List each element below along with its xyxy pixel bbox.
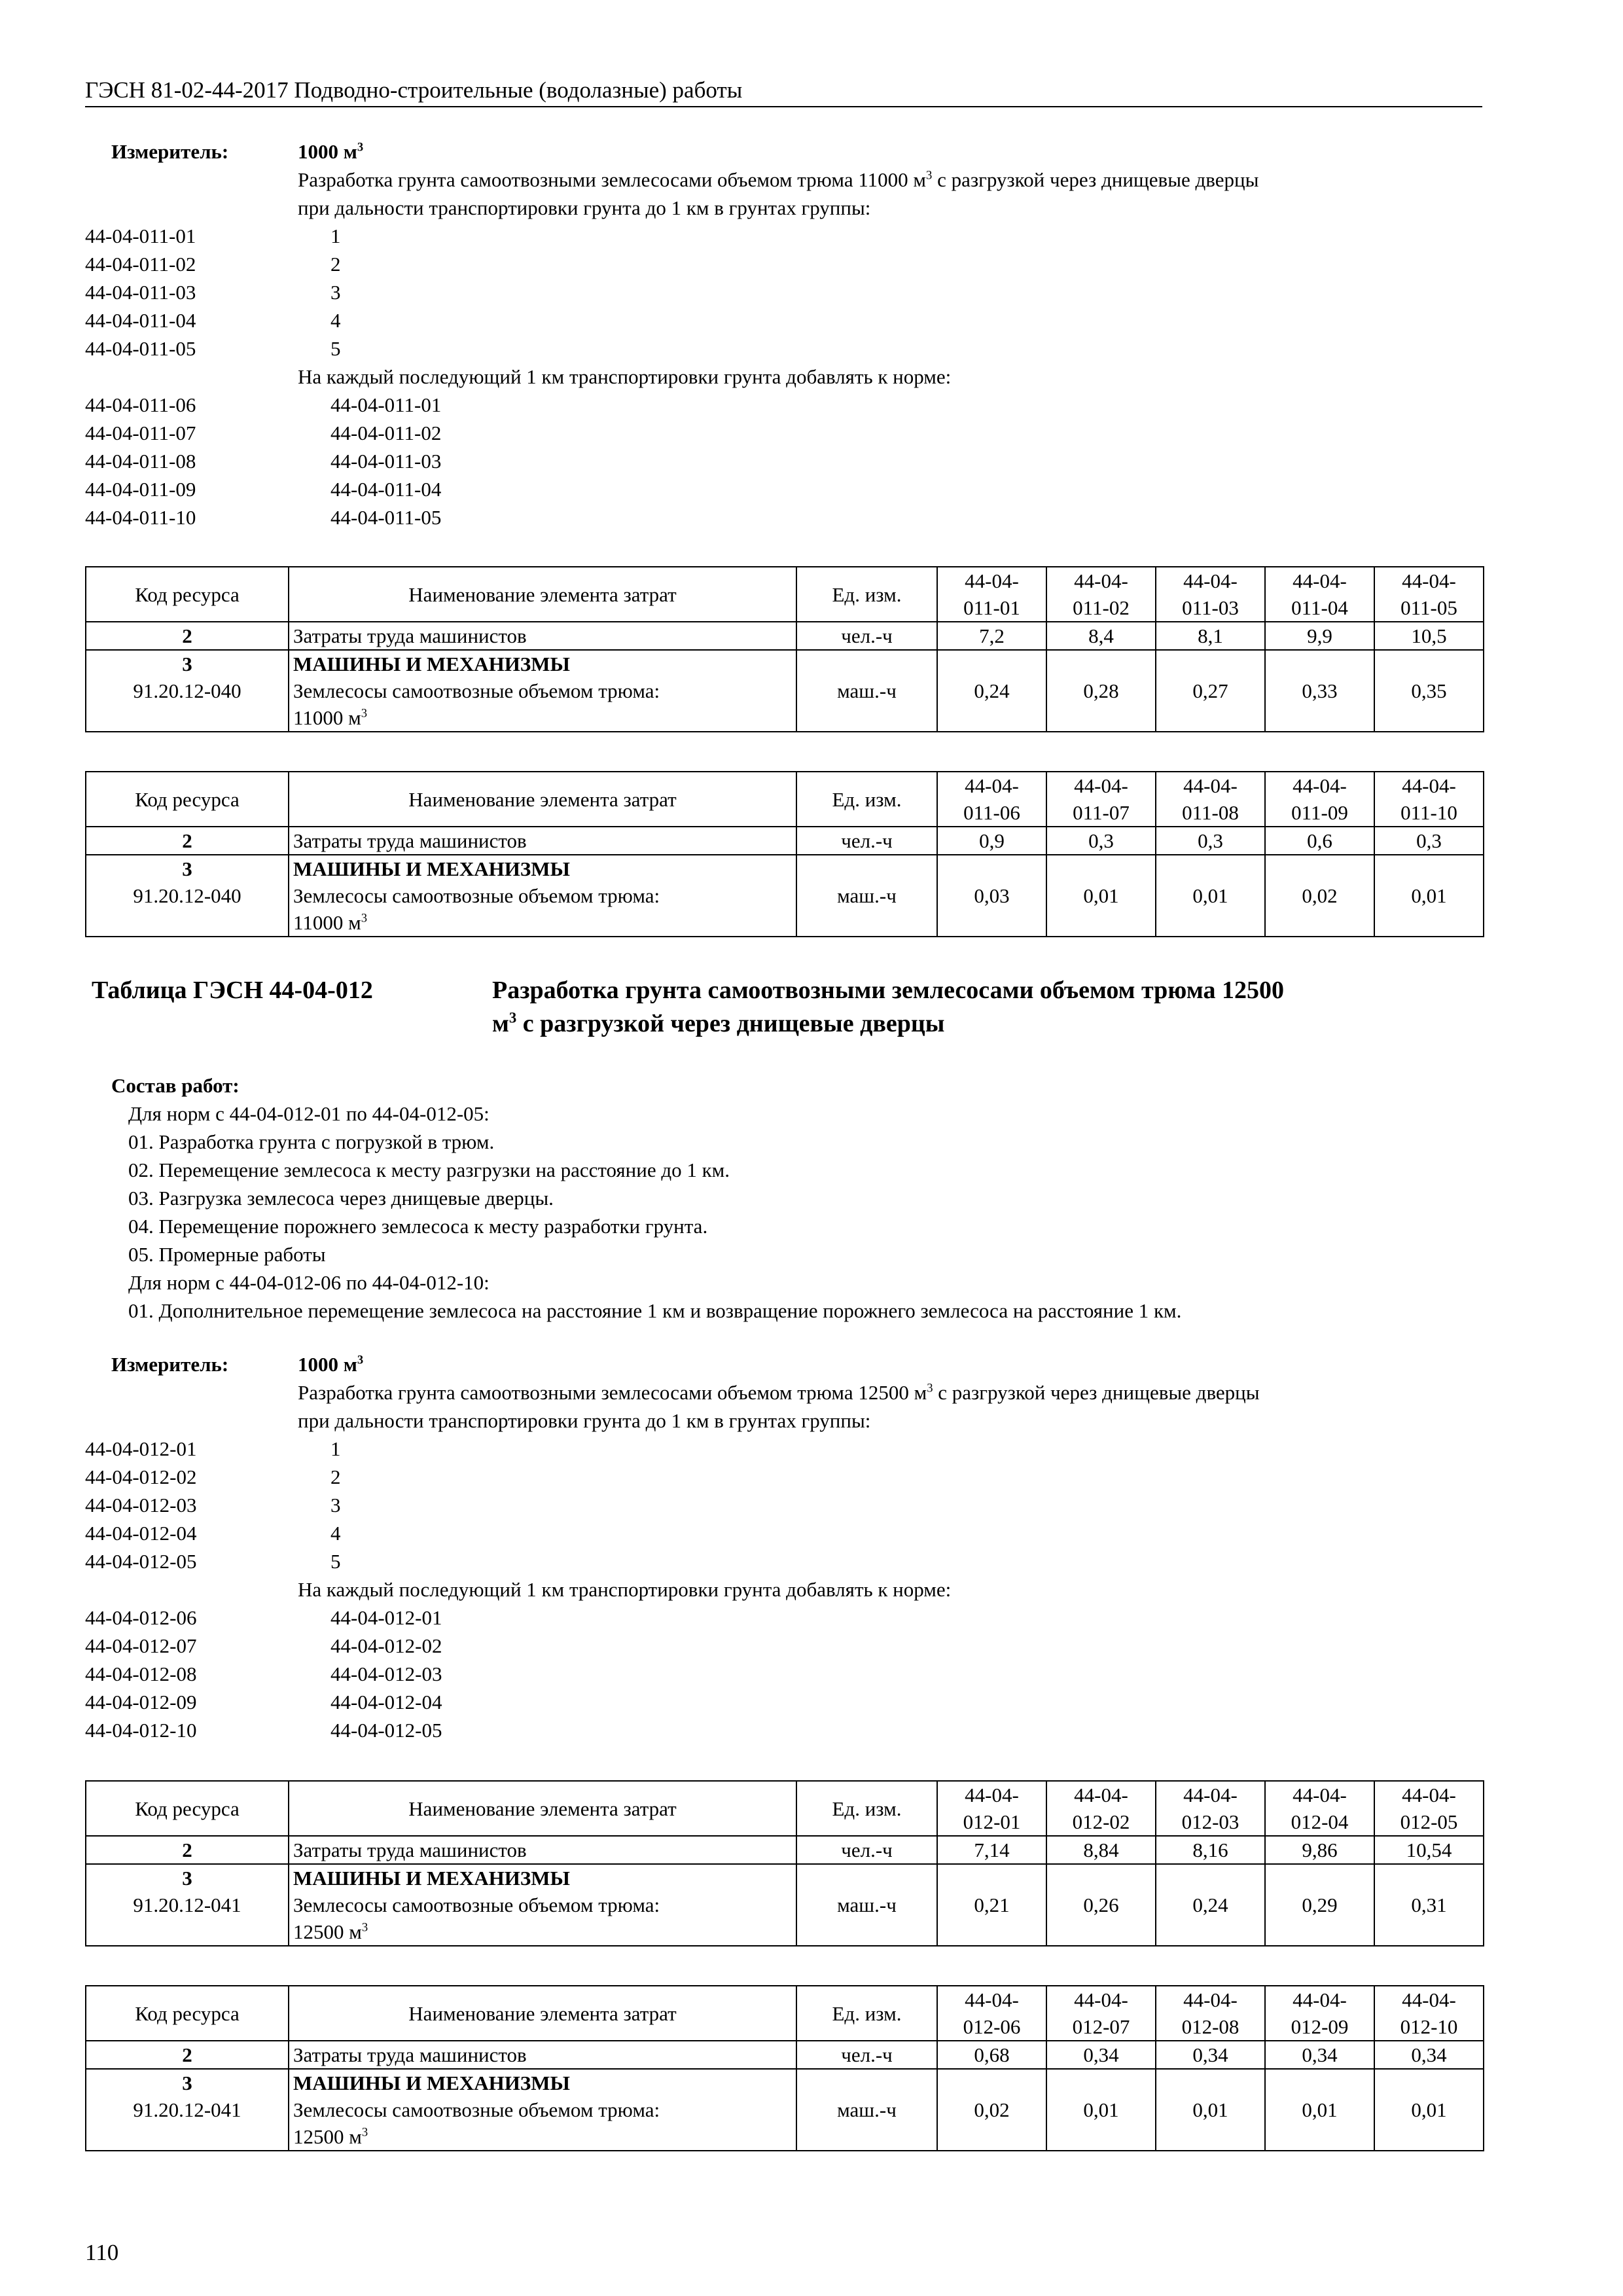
table-header-row: Код ресурса Наименование элемента затрат Ед. изм. 44-04- 012-01 44-04- 012-02 44-04- 012-03 44-04- 012-04 44-04- 012-05 <box>86 1781 1484 1836</box>
work-composition <box>111 1071 1479 1325</box>
norm-row: 44-04-011-01 1 <box>85 224 341 247</box>
norm-row: 44-04-012-06 44-04-012-01 <box>85 1606 442 1629</box>
table-row-labor: 2 Затраты труда машинистов чел.-ч 0,9 0,3 0,3 0,6 0,3 <box>86 827 1484 855</box>
add-per-km-text: На каждый последующий 1 км транспортировки грунта добавлять к норме: <box>298 365 952 388</box>
table-header-row: Код ресурса Наименование элемента затрат Ед. изм. 44-04- 011-01 44-04- 011-02 44-04- 011-03 44-04- 011-04 44-04- 011-05 <box>86 567 1484 622</box>
table-id: Таблица ГЭСН 44-04-012 <box>92 977 373 1004</box>
table-header-row: Код ресурса Наименование элемента затрат Ед. изм. 44-04- 012-06 44-04- 012-07 44-04- 012-08 44-04- 012-09 44-04- 012-10 <box>86 1986 1484 2041</box>
resource-table-011-06-10 <box>85 771 1484 937</box>
work-description: Разработка грунта самоотвозными землесосами объемом трюма 11000 $м^3$ с разгрузкой через днищевые дверцы <box>298 168 1259 191</box>
measurer-label: Измеритель: <box>111 1353 229 1376</box>
table-name: Разработка грунта самоотвозными землесосами объемом трюма 12500 $м^3$ с разгрузкой через днищевые дверцы <box>492 977 1284 1037</box>
table-row-machines: 3 91.20.12-041 МАШИНЫ И МЕХАНИЗМЫ Землесосы самоотвозные объемом трюма: 12500 $м^3$ маш.-ч 0,02 0,01 0,01 0,01 0,01 <box>86 2069 1484 2151</box>
composition-line: 05. Промерные работы <box>128 1243 326 1266</box>
resource-table-012-06-10 <box>85 1985 1484 2151</box>
measurer-unit: 1000 $м^3$ <box>298 1353 364 1376</box>
composition-line: Для норм с 44-04-012-06 по 44-04-012-10: <box>128 1271 490 1294</box>
work-description-cont: при дальности транспортировки грунта до 1 км в грунтах группы: <box>298 196 871 219</box>
page-number: 110 <box>85 2240 119 2265</box>
norm-row: 44-04-012-07 44-04-012-02 <box>85 1634 442 1657</box>
composition-heading: Состав работ: <box>111 1074 240 1097</box>
resource-table-011-01-05 <box>85 566 1484 732</box>
work-description: Разработка грунта самоотвозными землесосами объемом трюма 12500 $м^3$ с разгрузкой через днищевые дверцы <box>298 1381 1260 1404</box>
norm-row: 44-04-012-04 4 <box>85 1522 341 1545</box>
norm-row: 44-04-011-06 44-04-011-01 <box>85 393 442 416</box>
page-header <box>85 77 1482 107</box>
table-row-labor: 2 Затраты труда машинистов чел.-ч 7,14 8,84 8,16 9,86 10,54 <box>86 1836 1484 1864</box>
composition-line: 02. Перемещение землесоса к месту разгрузки на расстояние до 1 км. <box>128 1158 730 1181</box>
norm-row: 44-04-011-05 5 <box>85 337 341 360</box>
norm-row: 44-04-011-03 3 <box>85 281 341 304</box>
composition-line: 01. Дополнительное перемещение землесоса на расстояние 1 км и возвращение порожнего землесоса на расстояние 1 км. <box>128 1299 1182 1322</box>
composition-line: 04. Перемещение порожнего землесоса к месту разработки грунта. <box>128 1215 708 1238</box>
table-title <box>92 974 1479 1046</box>
norm-row: 44-04-011-02 2 <box>85 253 341 276</box>
measurer-label: Измеритель: <box>111 140 229 163</box>
norm-row: 44-04-012-09 44-04-012-04 <box>85 1691 442 1713</box>
table-row-labor: 2 Затраты труда машинистов чел.-ч 0,68 0,34 0,34 0,34 0,34 <box>86 2041 1484 2069</box>
composition-line: 01. Разработка грунта с погрузкой в трюм. <box>128 1130 495 1153</box>
table-header-row: Код ресурса Наименование элемента затрат Ед. изм. 44-04- 011-06 44-04- 011-07 44-04- 011-08 44-04- 011-09 44-04- 011-10 <box>86 772 1484 827</box>
norm-row: 44-04-011-07 44-04-011-02 <box>85 422 442 444</box>
table-row-labor: 2 Затраты труда машинистов чел.-ч 7,2 8,4 8,1 9,9 10,5 <box>86 622 1484 650</box>
measurer-block-012 <box>85 1350 1479 1744</box>
norm-row: 44-04-011-08 44-04-011-03 <box>85 450 442 473</box>
norm-row: 44-04-012-08 44-04-012-03 <box>85 1662 442 1685</box>
norm-row: 44-04-012-02 2 <box>85 1465 341 1488</box>
table-row-machines: 3 91.20.12-041 МАШИНЫ И МЕХАНИЗМЫ Землесосы самоотвозные объемом трюма: 12500 $м^3$ маш.-ч 0,21 0,26 0,24 0,29 0,31 <box>86 1864 1484 1946</box>
norm-row: 44-04-011-09 44-04-011-04 <box>85 478 442 501</box>
table-row-machines: 3 91.20.12-040 МАШИНЫ И МЕХАНИЗМЫ Землесосы самоотвозные объемом трюма: 11000 $м^3$ маш.-ч 0,24 0,28 0,27 0,33 0,35 <box>86 650 1484 732</box>
norm-row: 44-04-012-03 3 <box>85 1494 341 1516</box>
table-row-machines: 3 91.20.12-040 МАШИНЫ И МЕХАНИЗМЫ Землесосы самоотвозные объемом трюма: 11000 $м^3$ маш.-ч 0,03 0,01 0,01 0,02 0,01 <box>86 855 1484 937</box>
header-title: ГЭСН 81-02-44-2017 Подводно-строительные (водолазные) работы <box>85 77 743 103</box>
work-description-cont: при дальности транспортировки грунта до 1 км в грунтах группы: <box>298 1409 871 1432</box>
norm-row: 44-04-012-10 44-04-012-05 <box>85 1719 442 1742</box>
norm-row: 44-04-012-01 1 <box>85 1437 341 1460</box>
measurer-unit: 1000 $м^3$ <box>298 140 364 163</box>
norm-row: 44-04-012-05 5 <box>85 1550 341 1573</box>
norm-row: 44-04-011-04 4 <box>85 309 341 332</box>
measurer-block-011 <box>85 137 1479 531</box>
composition-line: 03. Разгрузка землесоса через днищевые дверцы. <box>128 1187 554 1210</box>
norm-row: 44-04-011-10 44-04-011-05 <box>85 506 442 529</box>
add-per-km-text: На каждый последующий 1 км транспортировки грунта добавлять к норме: <box>298 1578 952 1601</box>
resource-table-012-01-05 <box>85 1780 1484 1946</box>
composition-line: Для норм с 44-04-012-01 по 44-04-012-05: <box>128 1102 490 1125</box>
